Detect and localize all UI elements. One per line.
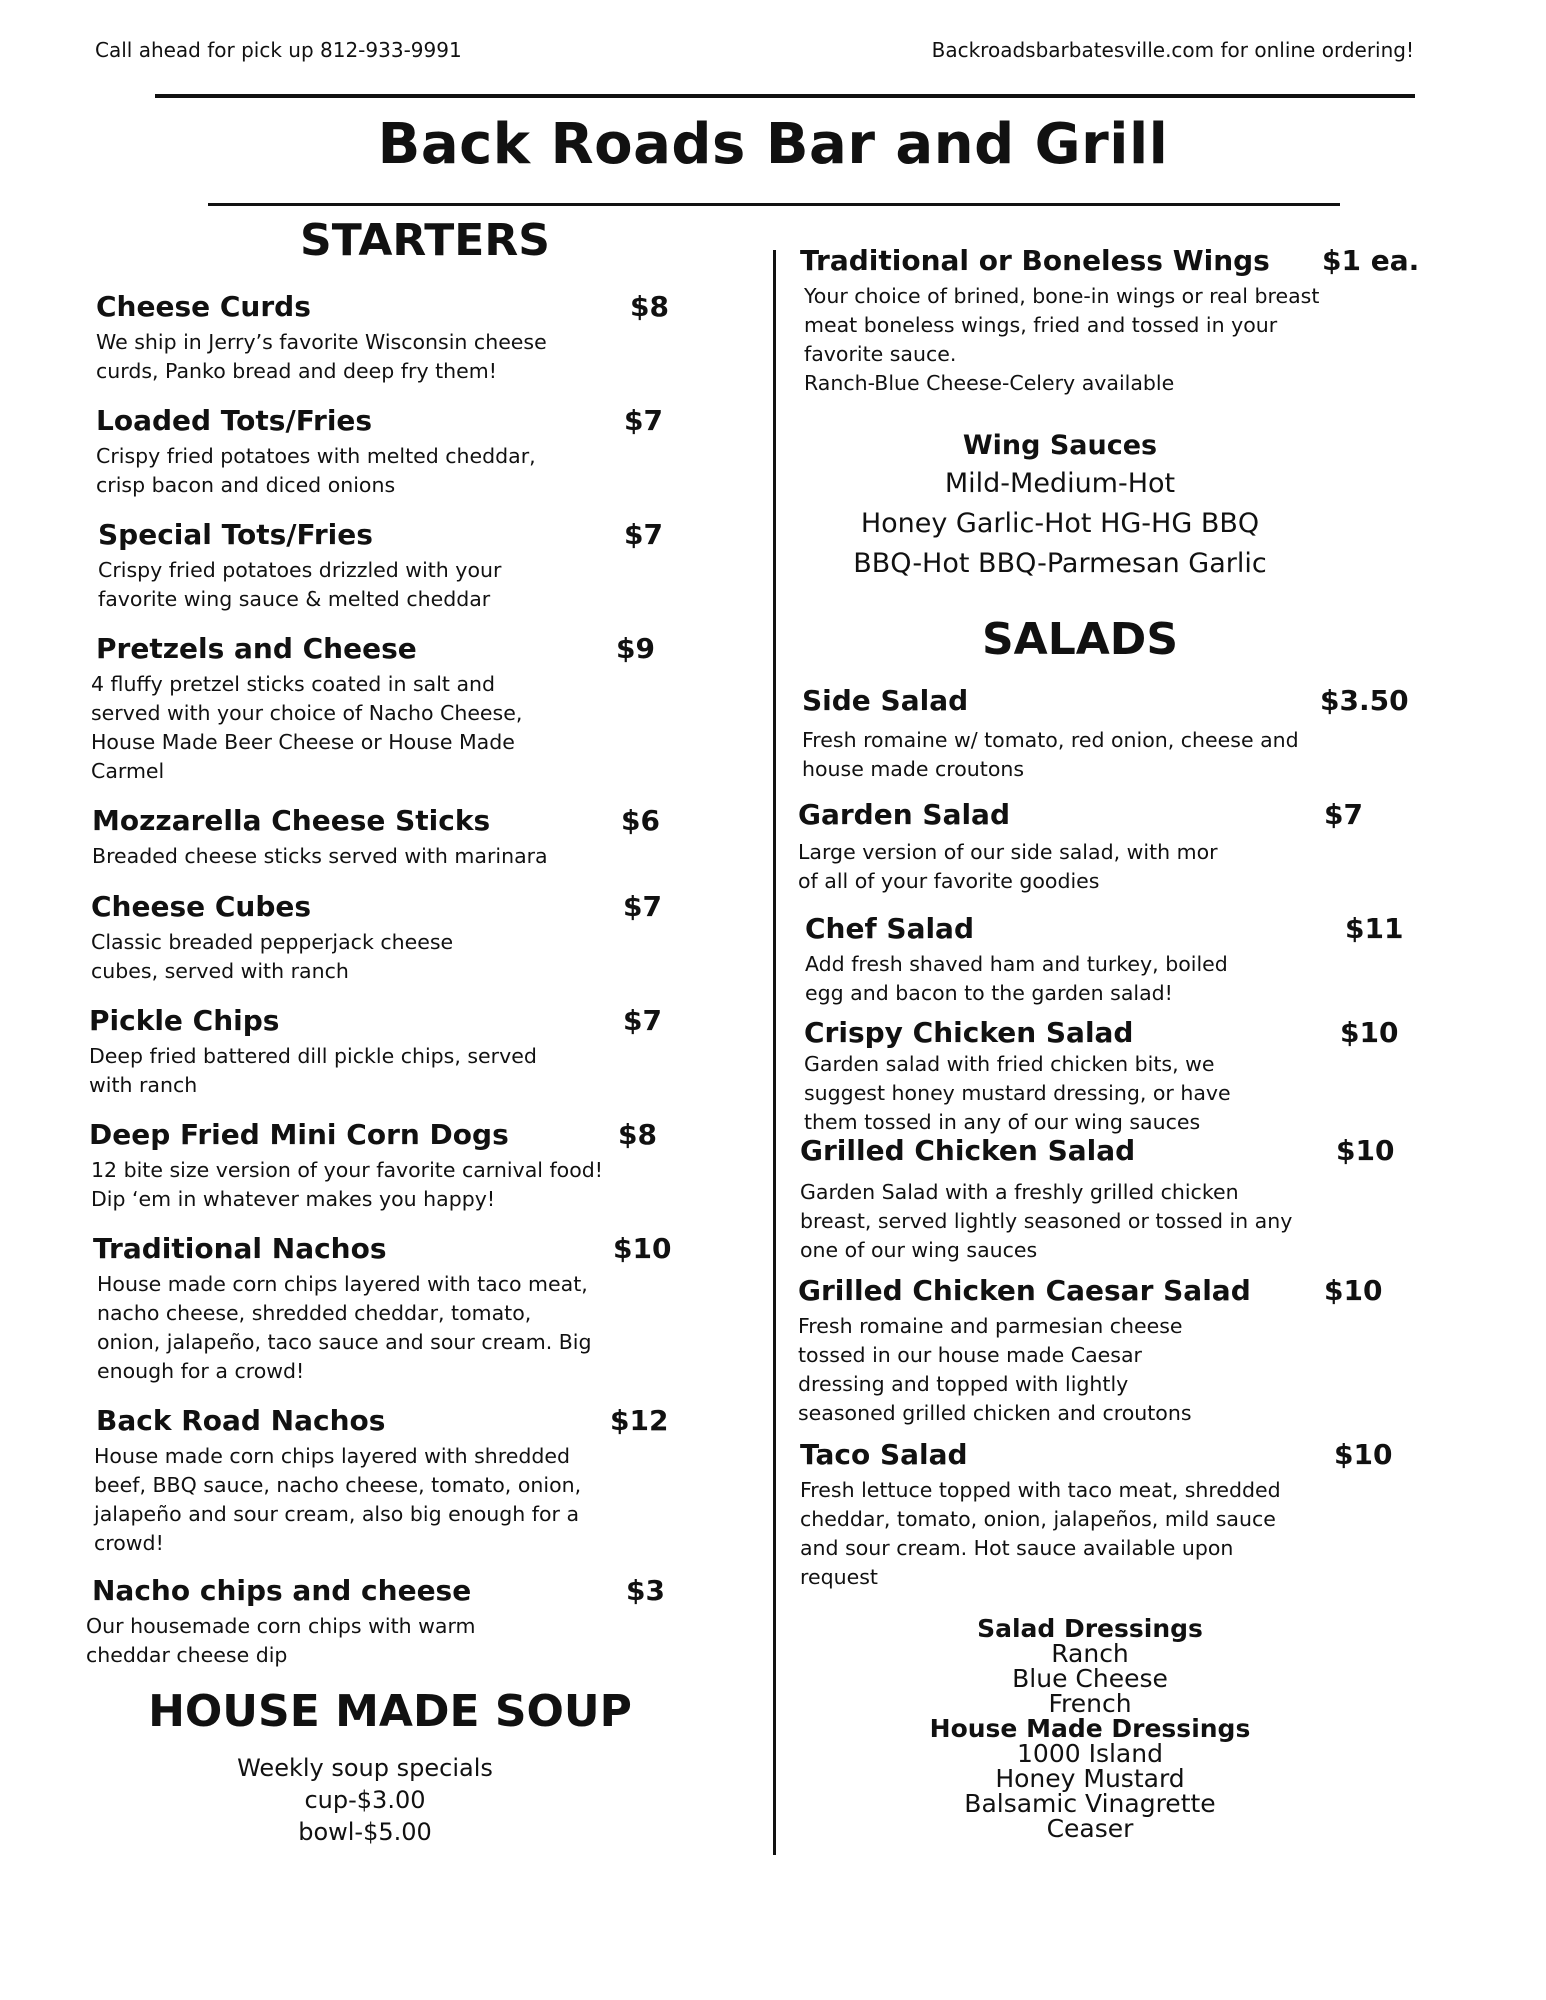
wing-sauces-heading: Wing Sauces — [962, 430, 1158, 461]
item-price: $1 ea. — [1322, 244, 1420, 277]
item-price: $10 — [1340, 1016, 1399, 1049]
item-name: Side Salad — [802, 684, 969, 717]
dressing-item: French — [1048, 1689, 1132, 1718]
soup-heading: HOUSE MADE SOUP — [148, 1686, 632, 1737]
item-name: Loaded Tots/Fries — [96, 404, 373, 437]
dressing-item: 1000 Island — [1017, 1739, 1163, 1768]
item-desc: Fresh lettuce topped with taco meat, shredded cheddar, tomato, onion, jalapeños, mild sauce and sour cream. Hot sauce available upon request — [800, 1478, 1281, 1589]
menu-item — [86, 1574, 665, 1674]
item-name: Special Tots/Fries — [98, 518, 373, 551]
item-name: Mozzarella Cheese Sticks — [92, 804, 491, 837]
item-price: $9 — [616, 632, 655, 665]
item-price: $3.50 — [1320, 684, 1409, 717]
item-name: Pickle Chips — [89, 1004, 280, 1037]
menu-item — [802, 684, 1412, 798]
item-name: Grilled Chicken Salad — [800, 1134, 1136, 1167]
item-desc: Garden Salad with a freshly grilled chicken breast, served lightly seasoned or tossed in any one of our wing sauces — [800, 1180, 1293, 1262]
column-divider — [773, 250, 776, 1855]
item-desc: We ship in Jerry’s favorite Wisconsin cheese curds, Panko bread and deep fry them! — [96, 330, 547, 383]
item-name: Grilled Chicken Caesar Salad — [798, 1274, 1251, 1307]
item-name: Cheese Cubes — [91, 890, 312, 923]
soup-line: bowl-$5.00 — [298, 1818, 432, 1846]
menu-item — [798, 1274, 1408, 1438]
salad-dressings — [880, 1616, 1300, 1841]
item-desc: House made corn chips layered with shredded beef, BBQ sauce, nacho cheese, tomato, onion, jalapeño and sour cream, also big enough for a crowd! — [94, 1444, 582, 1555]
menu-item — [91, 632, 666, 804]
item-price: $10 — [1324, 1274, 1383, 1307]
wing-sauce-line: Honey Garlic-Hot HG-HG BBQ — [860, 508, 1260, 539]
item-price: $12 — [610, 1404, 669, 1437]
item-price: $7 — [624, 518, 663, 551]
item-desc: Large version of our side salad, with mor of all of your favorite goodies — [798, 840, 1218, 893]
item-desc: Garden salad with fried chicken bits, we suggest honey mustard dressing, or have them tossed in any of our wing sauces — [804, 1052, 1231, 1134]
menu-item — [92, 804, 662, 890]
menu-item — [89, 1004, 662, 1118]
item-price: $11 — [1345, 912, 1404, 945]
item-desc: Crispy fried potatoes with melted cheddar, crisp bacon and diced onions — [96, 444, 536, 497]
wing-sauces — [800, 428, 1320, 584]
soup-line: Weekly soup specials — [237, 1754, 493, 1782]
item-desc: Your choice of brined, bone-in wings or real breast meat boneless wings, fried and tossed in your favorite sauce. — [804, 284, 1320, 366]
item-price: $7 — [623, 890, 662, 923]
wing-sauce-line: BBQ-Hot BBQ-Parmesan Garlic — [853, 548, 1267, 579]
top-rule — [155, 94, 1415, 98]
item-price: $10 — [1336, 1134, 1395, 1167]
item-desc: 4 fluffy pretzel sticks coated in salt and served with your choice of Nacho Cheese, House Made Beer Cheese or House Made Carmel — [91, 672, 523, 783]
dressings-heading: Salad Dressings — [977, 1614, 1203, 1643]
menu-item — [96, 404, 666, 518]
item-desc: Crispy fried potatoes drizzled with your favorite wing sauce & melted cheddar — [98, 558, 502, 611]
item-name: Pretzels and Cheese — [96, 632, 417, 665]
soup-lines — [165, 1752, 565, 1848]
item-name: Traditional Nachos — [93, 1232, 387, 1265]
wings-note: Ranch-Blue Cheese-Celery available — [804, 371, 1175, 395]
call-ahead-text: Call ahead for pick up 812-933-9991 — [95, 38, 462, 62]
item-name: Deep Fried Mini Corn Dogs — [89, 1118, 509, 1151]
menu-item — [89, 1118, 659, 1232]
item-name: Chef Salad — [805, 912, 974, 945]
item-desc: House made corn chips layered with taco meat, nacho cheese, shredded cheddar, tomato, onion, jalapeño, taco sauce and sour cream. Big enough for a crowd! — [97, 1272, 592, 1383]
menu-item — [804, 1016, 1414, 1134]
menu-item — [805, 912, 1415, 1016]
item-name: Garden Salad — [798, 798, 1010, 831]
item-price: $10 — [613, 1232, 672, 1265]
menu-item — [93, 1232, 672, 1404]
item-price: $7 — [1324, 798, 1363, 831]
salads-heading: SALADS — [981, 614, 1179, 665]
menu-item — [798, 798, 1408, 912]
dressing-item: Ranch — [1051, 1639, 1129, 1668]
item-name: Cheese Curds — [96, 290, 311, 323]
item-desc: Fresh romaine w/ tomato, red onion, cheese and house made croutons — [802, 728, 1299, 781]
item-price: $6 — [621, 804, 660, 837]
house-dressings-heading: House Made Dressings — [929, 1714, 1251, 1743]
dressing-item: Balsamic Vinagrette — [964, 1789, 1216, 1818]
dressing-item: Honey Mustard — [995, 1764, 1185, 1793]
item-name: Back Road Nachos — [96, 1404, 386, 1437]
item-price: $8 — [630, 290, 669, 323]
item-price: $10 — [1334, 1438, 1393, 1471]
item-price: $7 — [623, 1004, 662, 1037]
salads-list — [800, 684, 1410, 1608]
item-desc: Deep fried battered dill pickle chips, served with ranch — [89, 1044, 537, 1097]
item-desc: Add fresh shaved ham and turkey, boiled egg and bacon to the garden salad! — [805, 952, 1228, 1005]
soup-line: cup-$3.00 — [304, 1786, 426, 1814]
item-name: Traditional or Boneless Wings — [800, 244, 1270, 277]
dressing-item: Ceaser — [1046, 1814, 1134, 1843]
item-name: Crispy Chicken Salad — [804, 1016, 1134, 1049]
wing-sauce-line: Mild-Medium-Hot — [944, 468, 1176, 499]
wings-section — [800, 244, 1420, 398]
title-rule — [208, 203, 1340, 206]
starters-heading: STARTERS — [300, 215, 550, 266]
item-name: Nacho chips and cheese — [92, 1574, 472, 1607]
item-price: $8 — [618, 1118, 657, 1151]
page-title: Back Roads Bar and Grill — [377, 112, 1169, 177]
starters-list — [86, 290, 672, 1674]
online-ordering-text: Backroadsbarbatesville.com for online ordering! — [931, 38, 1414, 62]
item-price: $7 — [624, 404, 663, 437]
item-desc: 12 bite size version of your favorite carnival food! Dip ‘em in whatever makes you happy! — [91, 1158, 603, 1211]
item-name: Taco Salad — [800, 1438, 968, 1471]
menu-item — [96, 290, 669, 404]
menu-item — [91, 890, 661, 1004]
item-desc: Breaded cheese sticks served with marinara — [92, 844, 548, 868]
menu-item — [94, 1404, 669, 1574]
menu-item — [800, 1134, 1410, 1274]
item-desc: Our housemade corn chips with warm cheddar cheese dip — [86, 1614, 476, 1667]
item-desc: Fresh romaine and parmesian cheese tossed in our house made Caesar dressing and topped with lightly seasoned grilled chicken and croutons — [798, 1314, 1192, 1425]
dressing-item: Blue Cheese — [1012, 1664, 1168, 1693]
item-desc: Classic breaded pepperjack cheese cubes, served with ranch — [91, 930, 454, 983]
menu-item — [98, 518, 668, 632]
menu-item — [800, 1438, 1410, 1608]
item-price: $3 — [626, 1574, 665, 1607]
